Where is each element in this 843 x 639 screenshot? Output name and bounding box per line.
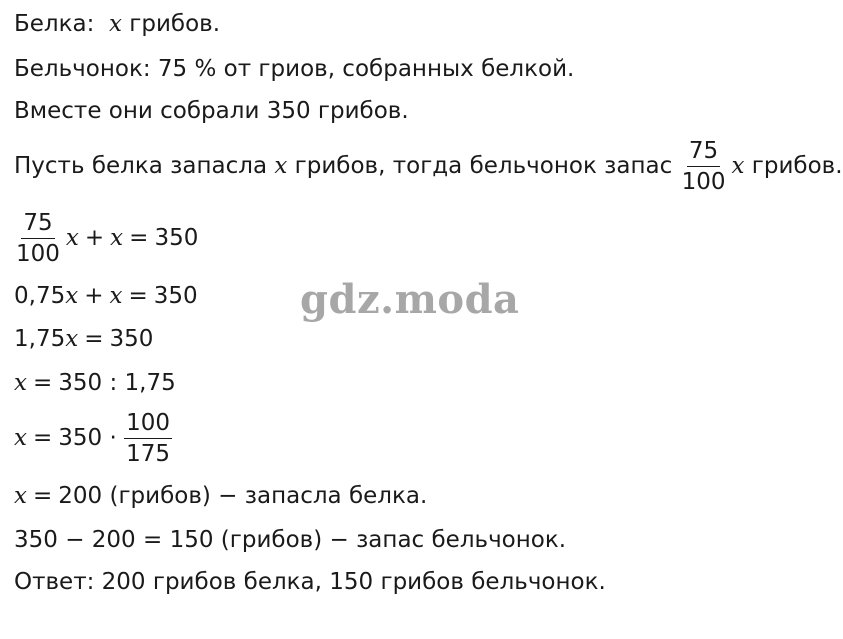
variable-x: x [65, 283, 79, 309]
fraction [680, 138, 728, 195]
variable-x: x [65, 225, 79, 251]
variable-x: x [731, 153, 745, 179]
variable-x: x [274, 153, 288, 179]
rhs: 200 (грибов) − запасла белка. [58, 483, 428, 509]
lhs: 350 · [58, 425, 117, 451]
answer-line: Ответ: 200 грибов белка, 150 грибов бельчонок. [14, 569, 606, 595]
equation-5 [14, 410, 176, 467]
plus-sign: + [84, 225, 105, 251]
equals-sign: = [129, 225, 149, 251]
variable-x: x [65, 326, 79, 352]
let-statement [14, 138, 843, 195]
plus-sign: + [84, 283, 104, 309]
equals-sign: = [32, 425, 53, 451]
text: грибов, тогда бельчонок запас [294, 153, 673, 179]
equation-2 [14, 282, 198, 310]
equation-6 [14, 482, 427, 510]
text: Пусть белка запасла [14, 153, 268, 179]
variable-x: x [14, 483, 27, 509]
variable-x: x [14, 425, 27, 451]
variable-x: x [109, 283, 123, 309]
numerator: 75 [21, 210, 54, 239]
equals-sign: = [128, 283, 148, 309]
given-squirrel [14, 10, 220, 38]
numerator: 100 [124, 410, 172, 439]
rhs: 350 [153, 283, 198, 309]
denominator: 175 [126, 441, 171, 467]
rhs: 350 : 1,75 [58, 370, 176, 396]
equals-sign: = [84, 326, 104, 352]
variable-x: x [110, 225, 124, 251]
unit: грибов. [129, 11, 221, 37]
fraction [14, 210, 62, 267]
given-together: Вместе они собрали 350 грибов. [14, 98, 409, 124]
text: грибов. [751, 153, 843, 179]
given-little-squirrel: Бельчонок: 75 % от гриов, собранных белкой. [14, 56, 575, 82]
equals-sign: = [32, 370, 53, 396]
difference-line: 350 − 200 = 150 (грибов) − запас бельчонок. [14, 527, 567, 553]
variable-x: x [14, 370, 27, 396]
denominator: 100 [681, 169, 726, 195]
rhs: 350 [109, 326, 154, 352]
watermark: gdz.moda [300, 276, 520, 323]
equation-3 [14, 325, 153, 353]
variable-x: x [109, 11, 122, 37]
equals-sign: = [32, 483, 53, 509]
numerator: 75 [687, 138, 720, 167]
equation-1 [14, 210, 198, 267]
denominator: 100 [16, 241, 60, 267]
equation-4 [14, 369, 176, 397]
rhs: 350 [154, 225, 199, 251]
label: Белка: [14, 11, 95, 37]
coefficient: 1,75 [14, 326, 66, 352]
coefficient: 0,75 [14, 283, 66, 309]
fraction [124, 410, 172, 467]
